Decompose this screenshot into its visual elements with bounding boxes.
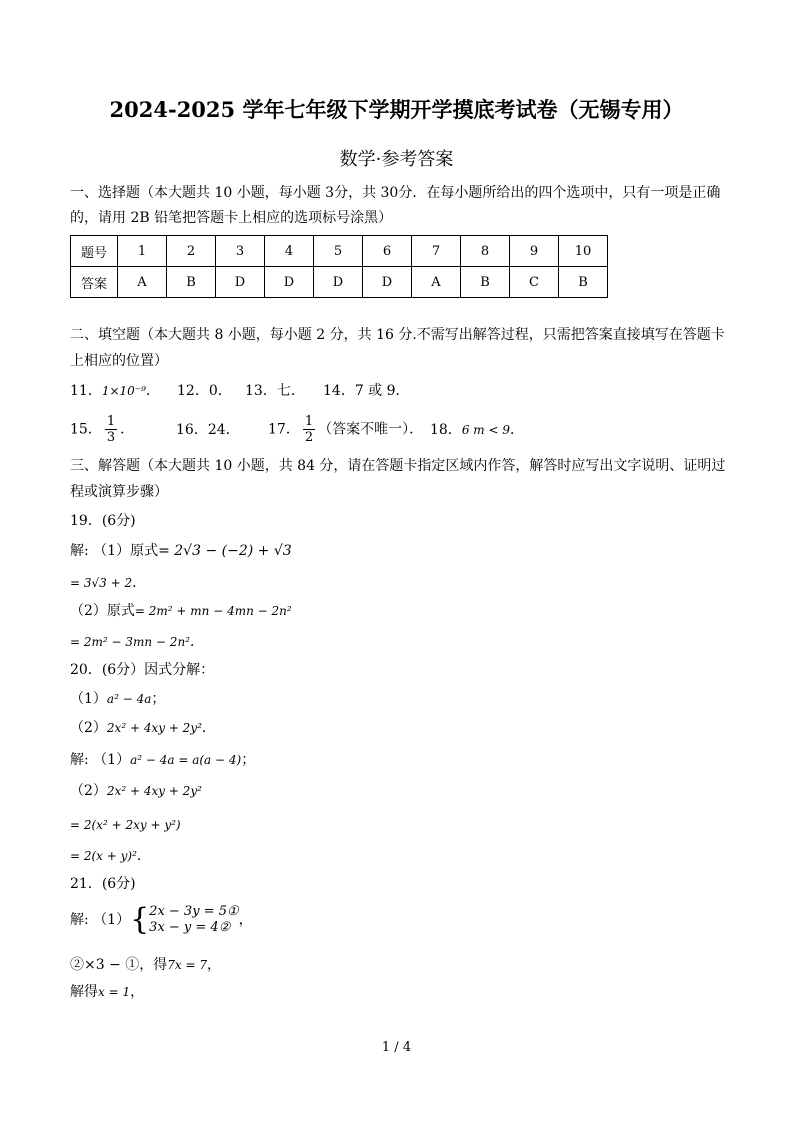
q21-line3 [70,981,144,1003]
table-cell: D [216,267,265,298]
math-expression: 7x = 7 [167,958,208,972]
q19-line4 [70,631,204,653]
document-subtitle: 数学·参考答案 [339,149,454,170]
part-label: （1） [70,691,107,707]
q21-system [70,902,253,938]
answer-punct: ， [207,957,222,973]
table-cell: B [559,267,608,298]
solution-label: 解: （1） [70,912,131,928]
table-cell: 7 [412,236,461,267]
answer-punct: ； [151,691,166,707]
answer-number: 18． [430,422,462,438]
table-cell: D [363,267,412,298]
q21-line2 [70,954,221,976]
answer-punct: ． [145,383,160,399]
answer-punct: ， [238,912,253,928]
answer-punct: ． [136,848,151,864]
table-cell: 8 [461,236,510,267]
answer-16: 16．24． [176,422,240,438]
math-expression: a² − 4a [106,692,152,706]
solution-label: （2）原式 [70,603,135,619]
question-19-title: 19．(6分) [70,513,136,529]
table-cell: 1 [118,236,167,267]
answer-punct: ． [132,575,147,591]
equation-system [149,904,238,936]
math-expression: x = 1 [98,985,131,999]
fraction-numerator: 1 [304,414,314,429]
answer-number: 15． [70,421,102,438]
table-cell: 3 [216,236,265,267]
answer-punct: ． [189,634,204,650]
table-cell: 10 [559,236,608,267]
table-cell: 6 [363,236,412,267]
table-cell: 2 [167,236,216,267]
math-expression: = 3√3 + 2 [70,576,133,590]
table-cell: 9 [510,236,559,267]
q20-solution1 [70,749,255,771]
answer-punct: ， [130,984,145,1000]
equation-2: 3x − y = 4② [149,920,231,935]
table-cell: B [461,267,510,298]
answer-17 [268,414,423,445]
math-expression: 2x² + 4xy + 2y² [106,721,202,735]
section3-heading-line2: 程或演算步骤） [70,484,168,500]
answer-punct: ； [241,752,256,768]
solution-text: 解得 [70,984,98,1000]
answer-18 [430,419,524,441]
math-expression: = 2(x² + 2xy + y²) [70,818,181,832]
table-cell: A [412,267,461,298]
fraction [303,414,315,445]
table-cell: B [167,267,216,298]
table-cell: C [510,267,559,298]
q20-solution3 [70,814,181,836]
q20-solution2 [70,780,202,802]
answer-14: 14．7 或 9． [323,383,410,399]
math-expression: = 2m² + mn − 4mn − 2n² [134,604,292,618]
answer-punct: （答案不唯一）． [318,421,424,438]
answer-13: 13．七． [245,383,305,399]
document-title: 2024-2025 学年七年级下学期开学摸底考试卷（无锡专用） [109,97,684,122]
math-expression: 2x² + 4xy + 2y² [106,784,202,798]
math-expression: a² − 4a = a(a − 4) [130,753,242,767]
q19-line2 [70,572,146,594]
question-21-title: 21．(6分) [70,876,136,892]
table-header-cell: 题号 [71,236,118,267]
answer-table [70,235,608,298]
math-expression: = 2(x + y)² [70,849,137,863]
q19-line3 [70,600,292,622]
math-expression: = 2m² − 3mn − 2n² [70,635,190,649]
table-row-answers [71,267,608,298]
part-label: （2） [70,720,107,736]
fraction-numerator: 1 [106,414,116,429]
answer-11 [70,380,160,402]
q20-part2 [70,717,216,739]
solution-label: 解: （1） [70,752,131,768]
q19-line1 [70,540,292,562]
fraction-denominator: 3 [106,430,116,445]
fraction [105,414,117,445]
fraction-denominator: 2 [304,430,314,445]
section1-heading-line2: 的，请用 2B 铅笔把答题卡上相应的选项标号涂黑） [70,210,393,226]
section2-heading-line2: 上相应的位置） [70,353,168,369]
answer-punct: ． [201,720,216,736]
question-20-title: 20．(6分）因式分解： [70,662,215,678]
q20-solution4 [70,845,151,867]
solution-label: 解: （1）原式 [70,543,159,559]
q20-part1 [70,688,165,710]
table-cell: A [118,267,167,298]
table-cell: D [314,267,363,298]
answer-number: 11． [70,383,102,399]
answer-punct: ． [509,422,524,438]
table-cell: 5 [314,236,363,267]
answer-punct: ． [120,421,135,438]
table-cell: D [265,267,314,298]
table-row-numbers [71,236,608,267]
section2-heading-line1: 二、填空题（本大题共 8 小题，每小题 2 分，共 16 分.不需写出解答过程，只需把答案直接填写在答题卡 [70,327,725,343]
section1-heading-line1: 一、选择题（本大题共 10 小题，每小题 3分，共 30分．在每小题所给出的四个选项中，只有一项是正确 [70,185,721,201]
solution-text: ②×3 − ①，得 [70,957,168,973]
part-label: （2） [70,783,107,799]
equation-1: 2x − 3y = 5① [149,904,239,919]
answer-value: 1×10⁻⁹ [101,384,146,398]
math-expression: = 2√3 − (−2) + √3 [158,543,292,559]
answer-15 [70,414,134,445]
table-header-cell: 答案 [71,267,118,298]
left-brace-icon: { [130,902,150,937]
section3-heading-line1: 三、解答题（本大题共 10 小题，共 84 分，请在答题卡指定区域内作答，解答时应写出文字说明、证明过 [70,458,726,474]
page-number: 1 / 4 [381,1040,412,1055]
answer-number: 17． [268,421,300,438]
answer-12: 12．0． [177,383,232,399]
table-cell: 4 [265,236,314,267]
answer-value: 6 m < 9 [461,423,510,437]
